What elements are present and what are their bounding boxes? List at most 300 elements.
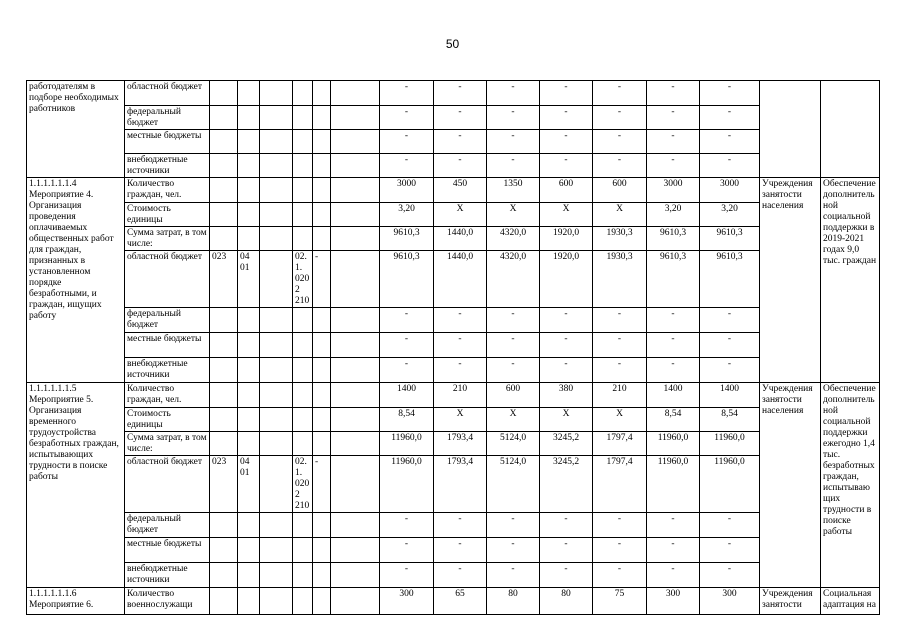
value-cell: 5124,0 [487, 432, 540, 456]
value-cell: 380 [540, 383, 593, 408]
value-cell: 9610,3 [700, 227, 760, 251]
empty-cell [331, 106, 380, 130]
empty-cell [313, 538, 331, 563]
dash-cell: - [540, 563, 593, 588]
budget-label: федеральный бюджет [125, 106, 210, 130]
dash-cell: - [434, 358, 487, 383]
budget-label: федеральный бюджет [125, 308, 210, 333]
table-row [27, 227, 880, 251]
empty-cell [238, 588, 260, 615]
table-row [27, 251, 880, 308]
value-cell: 9610,3 [380, 227, 434, 251]
table-row [27, 308, 880, 333]
empty-cell [331, 203, 380, 227]
value-cell: 9610,3 [380, 251, 434, 308]
dash-cell: - [487, 538, 540, 563]
empty-cell [331, 227, 380, 251]
value-cell: 9610,3 [700, 251, 760, 308]
empty-cell [260, 154, 293, 178]
dash-cell: - [647, 130, 700, 154]
dash-cell: - [434, 130, 487, 154]
dash-cell: - [700, 333, 760, 358]
executor-cell: Учреждения занятости населения [760, 383, 821, 588]
budget-label: областной бюджет [125, 456, 210, 513]
dash-cell: - [487, 513, 540, 538]
empty-cell [331, 432, 380, 456]
value-cell: 300 [647, 588, 700, 615]
value-cell: 1930,3 [593, 251, 647, 308]
empty-cell [313, 308, 331, 333]
budget-label: местные бюджеты [125, 130, 210, 154]
empty-cell [260, 358, 293, 383]
table-row [27, 513, 880, 538]
empty-cell [293, 432, 313, 456]
value-cell: 1350 [487, 178, 540, 203]
budget-label: местные бюджеты [125, 333, 210, 358]
value-cell: 5124,0 [487, 456, 540, 513]
empty-cell [331, 81, 380, 106]
dash-cell: - [487, 358, 540, 383]
dash-cell: - [593, 333, 647, 358]
empty-cell [238, 333, 260, 358]
dash-cell: - [647, 563, 700, 588]
empty-cell [293, 588, 313, 615]
value-cell: 1400 [647, 383, 700, 408]
dash-cell: - [540, 333, 593, 358]
executor-cell: Учреждения занятости населения [760, 178, 821, 383]
value-cell: 75 [593, 588, 647, 615]
value-cell: 600 [487, 383, 540, 408]
dash-cell: - [647, 358, 700, 383]
dash-cell: - [593, 154, 647, 178]
empty-cell [313, 333, 331, 358]
empty-cell [313, 106, 331, 130]
empty-cell [293, 383, 313, 408]
value-cell: 600 [593, 178, 647, 203]
empty-cell [210, 588, 238, 615]
rzpr-cell: 04 01 [238, 251, 260, 308]
empty-cell [238, 308, 260, 333]
executor-cell [760, 81, 821, 178]
value-cell: X [593, 408, 647, 432]
empty-cell [313, 227, 331, 251]
dash-cell: - [434, 563, 487, 588]
dash-cell: - [380, 513, 434, 538]
value-cell: 11960,0 [647, 456, 700, 513]
value-cell: 1797,4 [593, 432, 647, 456]
value-cell: X [487, 203, 540, 227]
value-cell: 600 [540, 178, 593, 203]
empty-cell [210, 81, 238, 106]
empty-cell [260, 203, 293, 227]
table-row [27, 456, 880, 513]
dash-cell: - [540, 513, 593, 538]
value-cell: 8,54 [647, 408, 700, 432]
empty-cell [293, 178, 313, 203]
dash-cell: - [487, 563, 540, 588]
dash-cell: - [380, 538, 434, 563]
empty-cell [293, 563, 313, 588]
dash-cell: - [434, 154, 487, 178]
empty-cell [260, 106, 293, 130]
dash-cell: - [434, 538, 487, 563]
value-cell: X [434, 408, 487, 432]
dash-cell: - [700, 130, 760, 154]
empty-cell [293, 308, 313, 333]
empty-cell [238, 358, 260, 383]
dash-cell: - [540, 154, 593, 178]
activity-cell: 1.1.1.1.1.1.5 Мероприятие 5. Организация временного трудоустройства безработных граждан, испытывающих трудности в поиске работы [27, 383, 125, 588]
dash-cell: - [593, 538, 647, 563]
budget-label: внебюджетные источники [125, 154, 210, 178]
empty-cell [210, 227, 238, 251]
value-cell: 11960,0 [700, 432, 760, 456]
empty-cell [238, 563, 260, 588]
activity-cell: 1.1.1.1.1.1.4 Мероприятие 4. Организация проведения оплачиваемых общественных работ для граждан, признанных в установленном порядке безработными, и граждан, ищущих работу [27, 178, 125, 383]
grbs-cell: 023 [210, 251, 238, 308]
dash-cell: - [593, 106, 647, 130]
value-cell: 1793,4 [434, 432, 487, 456]
dash-cell: - [647, 154, 700, 178]
empty-cell [313, 588, 331, 615]
value-cell: 3000 [700, 178, 760, 203]
table-row [27, 538, 880, 563]
empty-cell [210, 513, 238, 538]
empty-cell [293, 130, 313, 154]
indicator-label: Количество граждан, чел. [125, 178, 210, 203]
empty-cell [260, 563, 293, 588]
value-cell: 8,54 [700, 408, 760, 432]
dash-cell: - [647, 513, 700, 538]
empty-cell [293, 513, 313, 538]
dash-cell: - [380, 333, 434, 358]
dash-cell: - [380, 154, 434, 178]
empty-cell [313, 81, 331, 106]
dash-cell: - [540, 106, 593, 130]
empty-cell [260, 432, 293, 456]
value-cell: X [487, 408, 540, 432]
indicator-label: Стоимость единицы [125, 408, 210, 432]
value-cell: 1920,0 [540, 227, 593, 251]
value-cell: 300 [700, 588, 760, 615]
budget-label: внебюджетные источники [125, 358, 210, 383]
empty-cell [210, 106, 238, 130]
empty-cell [260, 178, 293, 203]
dash-cell: - [700, 81, 760, 106]
budget-label: местные бюджеты [125, 538, 210, 563]
dash-cell: - [700, 563, 760, 588]
empty-cell [331, 513, 380, 538]
value-cell: 4320,0 [487, 227, 540, 251]
empty-cell [293, 408, 313, 432]
value-cell: 1793,4 [434, 456, 487, 513]
empty-cell [238, 81, 260, 106]
page-number: 50 [445, 37, 460, 51]
table-row [27, 408, 880, 432]
dash-cell: - [540, 81, 593, 106]
result-cell [821, 81, 880, 178]
empty-cell [260, 383, 293, 408]
dash-cell: - [487, 333, 540, 358]
value-cell: 9610,3 [647, 227, 700, 251]
result-cell: Обеспечение дополнительной социальной поддержки ежегодно 1,4 тыс. безработных граждан, испытывающих трудности в поиске работы [821, 383, 880, 588]
empty-cell [210, 333, 238, 358]
empty-cell [331, 154, 380, 178]
empty-cell [293, 358, 313, 383]
empty-cell [260, 308, 293, 333]
value-cell: 3,20 [380, 203, 434, 227]
value-cell: 11960,0 [700, 456, 760, 513]
value-cell: 65 [434, 588, 487, 615]
empty-cell [293, 333, 313, 358]
dash-cell: - [434, 81, 487, 106]
value-cell: 11960,0 [380, 432, 434, 456]
empty-cell [238, 106, 260, 130]
dash-cell: - [487, 81, 540, 106]
value-cell: 11960,0 [380, 456, 434, 513]
table-row [27, 178, 880, 203]
table-row [27, 432, 880, 456]
empty-cell [210, 308, 238, 333]
result-cell: Обеспечение дополнительной социальной поддержки в 2019-2021 годах 9,0 тыс. граждан [821, 178, 880, 383]
value-cell: 9610,3 [647, 251, 700, 308]
empty-cell [210, 130, 238, 154]
dash-cell: - [434, 513, 487, 538]
empty-cell [331, 251, 380, 308]
dash-cell: - [540, 358, 593, 383]
empty-cell [238, 154, 260, 178]
dash-cell: - [700, 538, 760, 563]
value-cell: 11960,0 [647, 432, 700, 456]
dash-cell: - [380, 308, 434, 333]
empty-cell [293, 227, 313, 251]
dash-cell: - [647, 308, 700, 333]
empty-cell [238, 538, 260, 563]
indicator-label: Стоимость единицы [125, 203, 210, 227]
value-cell: 300 [380, 588, 434, 615]
empty-cell [331, 358, 380, 383]
dash-cell: - [647, 538, 700, 563]
empty-cell [238, 513, 260, 538]
empty-cell [210, 154, 238, 178]
table-row [27, 588, 880, 615]
empty-cell [238, 203, 260, 227]
indicator-label: Сумма затрат, в том числе: [125, 227, 210, 251]
dash-cell: - [487, 308, 540, 333]
vr-cell: - [313, 456, 331, 513]
empty-cell [210, 563, 238, 588]
executor-cell: Учреждения занятости [760, 588, 821, 615]
empty-cell [313, 408, 331, 432]
empty-cell [210, 383, 238, 408]
empty-cell [210, 408, 238, 432]
empty-cell [331, 563, 380, 588]
dash-cell: - [434, 333, 487, 358]
empty-cell [313, 563, 331, 588]
value-cell: X [434, 203, 487, 227]
empty-cell [260, 588, 293, 615]
budget-label: федеральный бюджет [125, 513, 210, 538]
value-cell: 3245,2 [540, 456, 593, 513]
dash-cell: - [380, 130, 434, 154]
dash-cell: - [700, 358, 760, 383]
value-cell: X [593, 203, 647, 227]
dash-cell: - [593, 308, 647, 333]
value-cell: 80 [487, 588, 540, 615]
value-cell: 8,54 [380, 408, 434, 432]
empty-cell [210, 432, 238, 456]
empty-cell [293, 81, 313, 106]
table-row [27, 383, 880, 408]
table-row [27, 563, 880, 588]
empty-cell [260, 251, 293, 308]
csr-cell: 02.1. 0202 210 [293, 251, 313, 308]
dash-cell: - [380, 81, 434, 106]
empty-cell [238, 408, 260, 432]
empty-cell [313, 432, 331, 456]
value-cell: 3,20 [647, 203, 700, 227]
value-cell: 3000 [647, 178, 700, 203]
empty-cell [260, 333, 293, 358]
budget-label: областной бюджет [125, 251, 210, 308]
dash-cell: - [700, 154, 760, 178]
csr-cell: 02.1. 0202 210 [293, 456, 313, 513]
empty-cell [293, 538, 313, 563]
dash-cell: - [593, 81, 647, 106]
budget-label: внебюджетные источники [125, 563, 210, 588]
value-cell: 1400 [700, 383, 760, 408]
empty-cell [238, 130, 260, 154]
value-cell: 1440,0 [434, 227, 487, 251]
empty-cell [313, 383, 331, 408]
vr-cell: - [313, 251, 331, 308]
dash-cell: - [487, 154, 540, 178]
empty-cell [331, 538, 380, 563]
value-cell: 1797,4 [593, 456, 647, 513]
indicator-label: Количество граждан, чел. [125, 383, 210, 408]
empty-cell [260, 81, 293, 106]
dash-cell: - [647, 333, 700, 358]
value-cell: 4320,0 [487, 251, 540, 308]
indicator-label: Сумма затрат, в том числе: [125, 432, 210, 456]
value-cell: X [540, 408, 593, 432]
empty-cell [260, 513, 293, 538]
empty-cell [260, 456, 293, 513]
dash-cell: - [593, 563, 647, 588]
empty-cell [260, 538, 293, 563]
table-row [27, 358, 880, 383]
dash-cell: - [540, 538, 593, 563]
value-cell: 450 [434, 178, 487, 203]
dash-cell: - [540, 130, 593, 154]
empty-cell [293, 154, 313, 178]
value-cell: 210 [434, 383, 487, 408]
table-row [27, 333, 880, 358]
dash-cell: - [540, 308, 593, 333]
dash-cell: - [487, 106, 540, 130]
dash-cell: - [380, 358, 434, 383]
value-cell: 3,20 [700, 203, 760, 227]
activity-cell: работодателям в подборе необходимых работников [27, 81, 125, 178]
dash-cell: - [647, 106, 700, 130]
empty-cell [238, 383, 260, 408]
value-cell: 1920,0 [540, 251, 593, 308]
dash-cell: - [593, 513, 647, 538]
empty-cell [238, 432, 260, 456]
value-cell: 1930,3 [593, 227, 647, 251]
dash-cell: - [380, 563, 434, 588]
empty-cell [260, 227, 293, 251]
empty-cell [293, 106, 313, 130]
empty-cell [331, 588, 380, 615]
empty-cell [331, 333, 380, 358]
table-row [27, 154, 880, 178]
empty-cell [260, 130, 293, 154]
table-row [27, 203, 880, 227]
dash-cell: - [593, 130, 647, 154]
dash-cell: - [700, 513, 760, 538]
empty-cell [331, 408, 380, 432]
empty-cell [210, 538, 238, 563]
budget-label: областной бюджет [125, 81, 210, 106]
empty-cell [260, 408, 293, 432]
empty-cell [313, 154, 331, 178]
result-cell: Социальная адаптация на [821, 588, 880, 615]
value-cell: 1440,0 [434, 251, 487, 308]
empty-cell [331, 456, 380, 513]
rzpr-cell: 04 01 [238, 456, 260, 513]
value-cell: 80 [540, 588, 593, 615]
empty-cell [313, 178, 331, 203]
empty-cell [313, 358, 331, 383]
value-cell: 1400 [380, 383, 434, 408]
activity-cell: 1.1.1.1.1.1.6 Мероприятие 6. [27, 588, 125, 615]
empty-cell [331, 383, 380, 408]
dash-cell: - [380, 106, 434, 130]
empty-cell [210, 203, 238, 227]
activities-table [26, 80, 880, 615]
empty-cell [210, 358, 238, 383]
empty-cell [238, 227, 260, 251]
dash-cell: - [647, 81, 700, 106]
empty-cell [331, 308, 380, 333]
dash-cell: - [434, 308, 487, 333]
table-row [27, 106, 880, 130]
value-cell: X [540, 203, 593, 227]
table-row [27, 81, 880, 106]
value-cell: 3245,2 [540, 432, 593, 456]
empty-cell [210, 178, 238, 203]
value-cell: 210 [593, 383, 647, 408]
table-body [27, 81, 880, 615]
dash-cell: - [434, 106, 487, 130]
grbs-cell: 023 [210, 456, 238, 513]
dash-cell: - [487, 130, 540, 154]
dash-cell: - [593, 358, 647, 383]
empty-cell [331, 130, 380, 154]
dash-cell: - [700, 308, 760, 333]
empty-cell [313, 130, 331, 154]
table-row [27, 130, 880, 154]
empty-cell [238, 178, 260, 203]
value-cell: 3000 [380, 178, 434, 203]
dash-cell: - [700, 106, 760, 130]
empty-cell [331, 178, 380, 203]
indicator-label: Количество военнослужащи [125, 588, 210, 615]
empty-cell [293, 203, 313, 227]
empty-cell [313, 203, 331, 227]
empty-cell [313, 513, 331, 538]
